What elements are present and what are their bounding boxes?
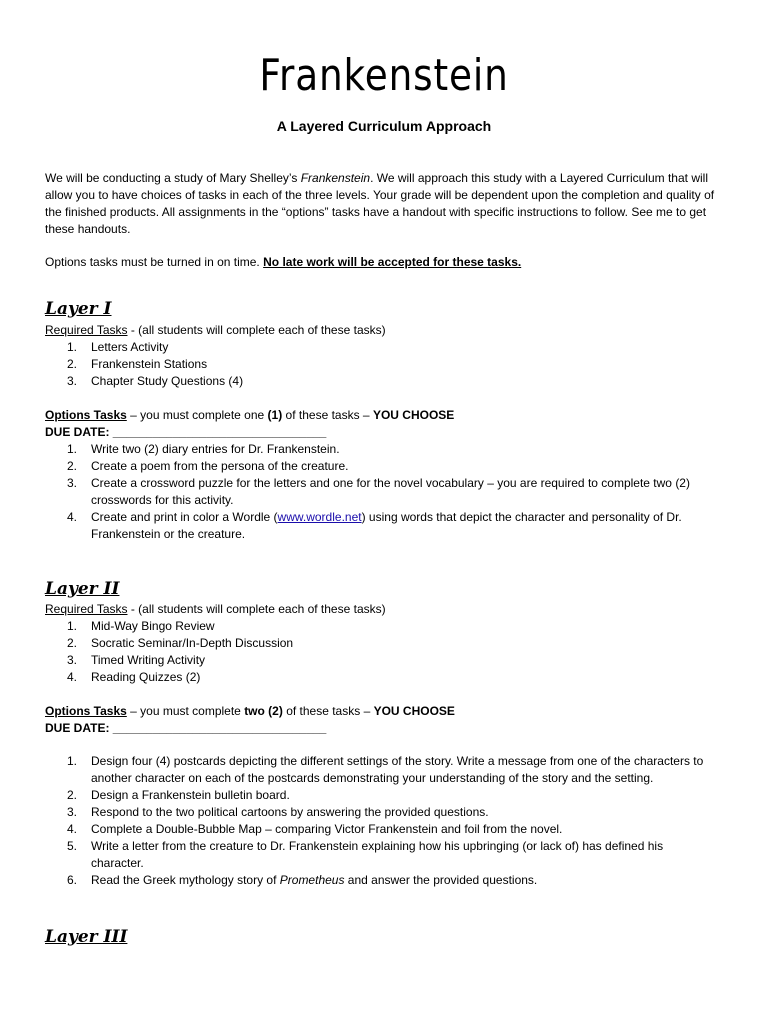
item-text: ) using words that depict the character and personality of Dr. Frankenstein or the creature. <box>91 510 682 541</box>
layer-2-required-list <box>45 618 715 686</box>
layer-3-heading: Layer III <box>45 927 128 947</box>
required-note: - (all students will complete each of these tasks) <box>127 323 386 337</box>
layer-2-options-section <box>45 703 715 737</box>
item-number: 2. <box>67 459 78 473</box>
options-note: of these tasks – <box>282 704 374 718</box>
item-number: 1. <box>67 619 78 633</box>
layer-1-heading: Layer I <box>45 299 112 319</box>
item-text: Write a letter from the creature to Dr. Frankenstein explaining how his upbringing (or lack of) has defined his character. <box>91 839 664 870</box>
item-text: Respond to the two political cartoons by answering the provided questions. <box>91 805 489 819</box>
list-item <box>45 373 715 390</box>
list-item <box>45 618 715 635</box>
item-number: 4. <box>67 670 78 684</box>
list-item <box>45 356 715 373</box>
layer-2-options-list-block <box>45 753 715 889</box>
late-work-notice <box>45 254 715 271</box>
item-text: Create and print in color a Wordle ( <box>91 510 278 524</box>
options-note: – you must complete <box>126 704 245 718</box>
item-number: 1. <box>67 754 78 768</box>
required-note: - (all students will complete each of these tasks) <box>127 602 386 616</box>
item-text: Write two (2) diary entries for Dr. Frankenstein. <box>91 442 340 456</box>
item-text: Letters Activity <box>91 340 169 354</box>
list-item <box>45 652 715 669</box>
list-item <box>45 509 715 543</box>
layer-2-heading: Layer II <box>45 579 120 599</box>
wordle-link[interactable]: www.wordle.net <box>277 510 362 524</box>
list-item <box>45 872 715 889</box>
options-choose: YOU CHOOSE <box>373 704 455 718</box>
item-number: 1. <box>67 442 78 456</box>
layer-1-required-section <box>45 322 715 390</box>
item-number: 4. <box>67 510 78 524</box>
list-item <box>45 669 715 686</box>
page-subtitle: A Layered Curriculum Approach <box>276 118 492 134</box>
layer-1-options-list <box>45 441 715 543</box>
item-text: and answer the provided questions. <box>344 873 538 887</box>
layer-2-required-section <box>45 601 715 686</box>
options-choose: YOU CHOOSE <box>372 408 455 422</box>
item-text: Chapter Study Questions (4) <box>91 374 244 388</box>
item-text: Socratic Seminar/In-Depth Discussion <box>91 636 294 650</box>
list-item <box>45 838 715 872</box>
list-item <box>45 804 715 821</box>
options-note: of these tasks – <box>282 408 373 422</box>
item-number: 4. <box>67 822 78 836</box>
item-text: Reading Quizzes (2) <box>91 670 201 684</box>
item-text: Design a Frankenstein bulletin board. <box>91 788 290 802</box>
intro-book-title: Frankenstein <box>300 171 371 185</box>
item-number: 3. <box>67 476 78 490</box>
list-item <box>45 821 715 838</box>
story-title: Prometheus <box>279 873 345 887</box>
item-number: 1. <box>67 340 78 354</box>
list-item <box>45 787 715 804</box>
item-number: 3. <box>67 805 78 819</box>
options-label: Options Tasks <box>45 408 127 422</box>
item-text: Design four (4) postcards depicting the different settings of the story. Write a message from one of the characters to another character on each of the postcards demonstrating your understanding of the story and the setting. <box>91 754 704 785</box>
item-text: Create a crossword puzzle for the letters and one for the novel vocabulary – you are required to complete two (2) crosswords for this activity. <box>91 476 690 507</box>
item-number: 6. <box>67 873 78 887</box>
layer-1-options-section <box>45 407 715 543</box>
item-text: Create a poem from the persona of the creature. <box>91 459 349 473</box>
notice-text: Options tasks must be turned in on time. <box>45 255 264 269</box>
layer-2-due-date: DUE DATE: ________________________________ <box>45 721 327 735</box>
layer-1-required-header <box>45 322 715 339</box>
item-text: Read the Greek mythology story of <box>91 873 280 887</box>
options-count: two (2) <box>244 704 283 718</box>
item-number: 3. <box>67 374 78 388</box>
list-item <box>45 475 715 509</box>
list-item <box>45 458 715 475</box>
required-label: Required Tasks <box>45 602 128 616</box>
notice-emphasis: No late work will be accepted for these tasks. <box>263 255 522 269</box>
layer-1-options-header <box>45 407 715 424</box>
list-item <box>45 441 715 458</box>
intro-paragraph <box>45 170 715 238</box>
list-item <box>45 753 715 787</box>
required-label: Required Tasks <box>45 323 128 337</box>
item-text: Timed Writing Activity <box>91 653 206 667</box>
options-count: (1) <box>267 408 283 422</box>
layer-2-required-header <box>45 601 715 618</box>
list-item <box>45 635 715 652</box>
intro-text-a: We will be conducting a study of Mary Shelley’s <box>45 171 301 185</box>
item-number: 2. <box>67 788 78 802</box>
item-number: 3. <box>67 653 78 667</box>
layer-2-options-list <box>45 753 715 889</box>
options-note: – you must complete one <box>126 408 268 422</box>
layer-2-options-header <box>45 703 715 720</box>
list-item <box>45 339 715 356</box>
item-number: 2. <box>67 357 78 371</box>
layer-1-due-date: DUE DATE: ________________________________ <box>45 425 327 439</box>
page-title: Frankenstein <box>259 50 509 101</box>
layer-1-required-list <box>45 339 715 390</box>
intro-text-b: . We will approach this study with a Layered Curriculum that will allow you to have choices of tasks in each of the three levels. Your grade will be dependent upon the completion and quality of the finished products. All assignments in the “options” tasks have a handout with specific instructions to follow. See me to get these handouts. <box>45 171 715 236</box>
options-label: Options Tasks <box>45 704 127 718</box>
item-text: Frankenstein Stations <box>91 357 208 371</box>
item-number: 5. <box>67 839 78 853</box>
item-text: Mid-Way Bingo Review <box>91 619 215 633</box>
item-number: 2. <box>67 636 78 650</box>
item-text: Complete a Double-Bubble Map – comparing Victor Frankenstein and foil from the novel. <box>91 822 563 836</box>
